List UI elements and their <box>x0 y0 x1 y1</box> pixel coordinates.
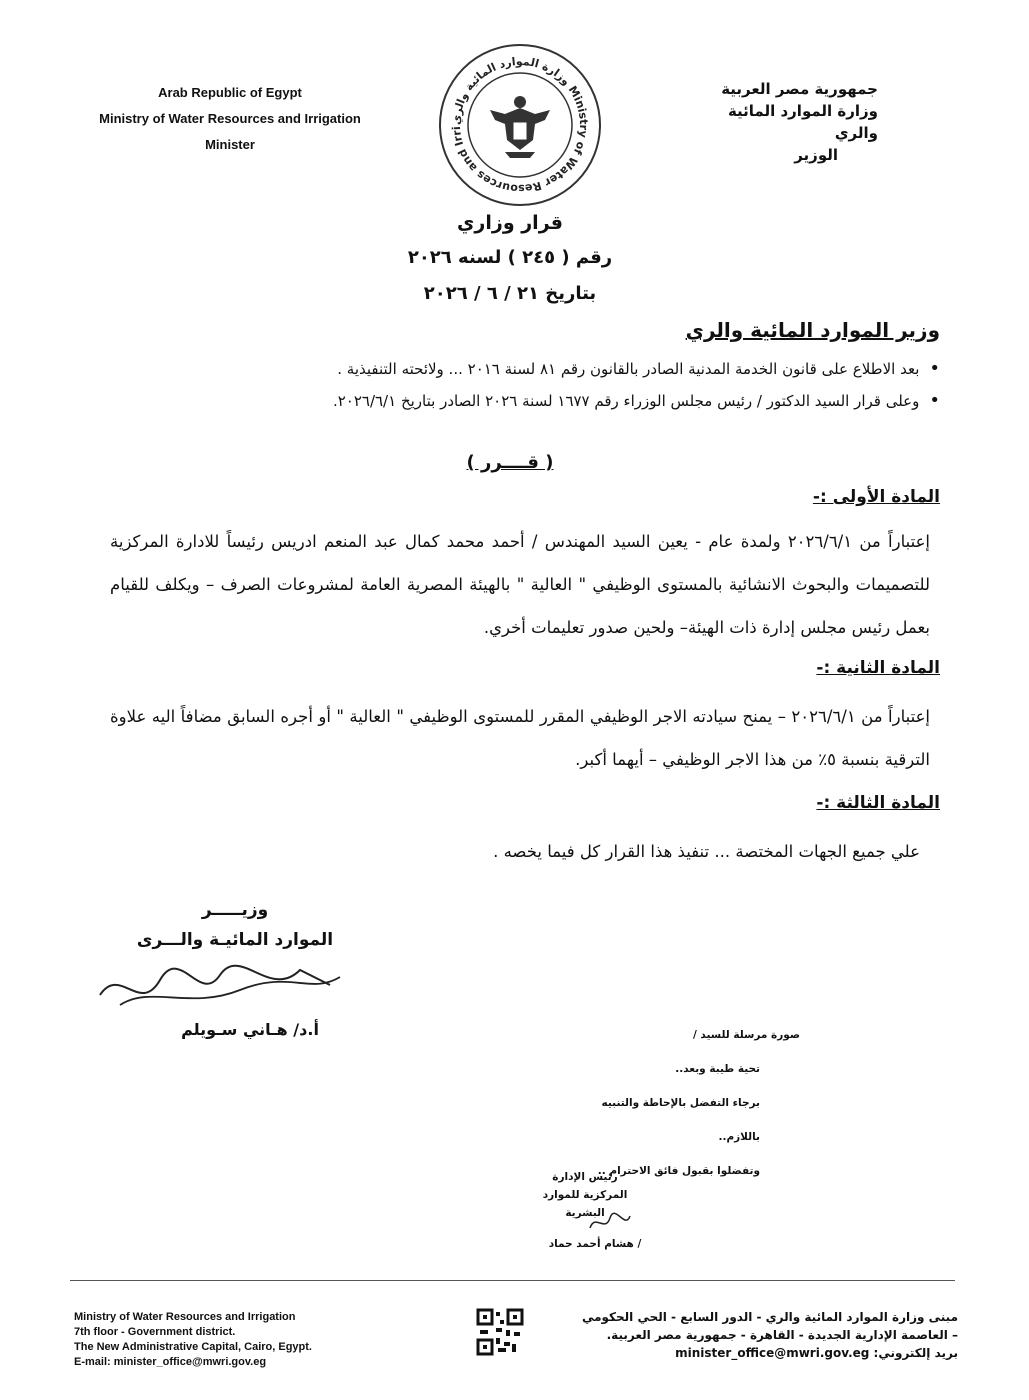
copy-note-line: صورة مرسلة للسيد / <box>692 1029 800 1041</box>
preamble-item: • بعد الاطلاع على قانون الخدمة المدنية الصادر بالقانون رقم ٨١ لسنة ٢٠١٦ ... ولائحته التنفيذية . <box>150 353 940 385</box>
footer-ar-line: مبنى وزارة الموارد المائية والري - الدور السابع - الحي الحكومي <box>581 1310 958 1324</box>
article-1-text: إعتباراً من ٢٠٢٦/٦/١ ولمدة عام - يعين السيد المهندس / أحمد محمد كمال عبد المنعم ادريس رئيساً للادارة المركزية للتصميمات والبحوث الانشائية بالمستوى الوظيفي " العالية " بالهيئة المصرية العامة لمشروعات الصرف – ويكلف للقيام بعمل رئيس مجلس إدارة ذات الهيئة– ولحين صدور تعليمات أخري. <box>110 532 931 637</box>
article-3-heading: المادة الثالثة :- <box>816 793 940 813</box>
header-ar-country: جمهورية مصر العربية <box>721 80 878 98</box>
copy-note-line: تحية طيبة وبعد.. <box>675 1063 760 1075</box>
article-1-heading: المادة الأولى :- <box>812 487 940 507</box>
footer-ar-line: – العاصمة الإدارية الجديدة - القاهرة - جمهورية مصر العربية. <box>606 1328 958 1342</box>
header-english <box>70 80 390 158</box>
footer-en-line: E-mail: minister_office@mwri.gov.eg <box>74 1356 267 1368</box>
hr-handwritten-signature <box>580 1208 640 1238</box>
signature-title <box>120 895 350 955</box>
decision-number: رقم ( ٢٤٥ ) لسنه ٢٠٢٦ <box>407 247 613 268</box>
hr-title-line: رئيس الإدارة <box>552 1171 618 1183</box>
header-arabic <box>680 78 878 166</box>
footer-divider <box>70 1280 955 1281</box>
signature-line-2: الموارد المائيـة والـــرى <box>136 930 334 950</box>
footer-en-line: 7th floor - Government district. <box>74 1326 236 1338</box>
decision-date: بتاريخ ٢١ / ٦ / ٢٠٢٦ <box>423 283 597 304</box>
preamble-list <box>150 353 940 417</box>
hr-title-line: المركزية للموارد البشرية <box>542 1189 628 1219</box>
handwritten-signature <box>80 955 360 1025</box>
header-en-ministry: Ministry of Water Resources and Irrigation <box>99 111 361 126</box>
eagle-emblem-icon <box>490 96 550 158</box>
decision-title: قرار وزاري <box>457 212 563 234</box>
copy-note-line: وتفضلوا بقبول فائق الاحترام .. <box>597 1165 760 1177</box>
header-ar-role: الوزير <box>794 146 838 164</box>
decided-heading: ( قــــرر ) <box>466 452 554 473</box>
header-en-country: Arab Republic of Egypt <box>158 85 302 100</box>
hr-signatory-name: / هشام أحمد حماد <box>548 1238 642 1250</box>
qr-code-icon <box>476 1308 524 1356</box>
preamble-item: • وعلى قرار السيد الدكتور / رئيس مجلس الوزراء رقم ١٦٧٧ لسنة ٢٠٢٦ الصادر بتاريخ ٢٠٢٦/٦/١. <box>150 385 940 417</box>
authority-heading: وزير الموارد المائية والري <box>685 318 940 342</box>
article-2-heading: المادة الثانية :- <box>816 658 940 678</box>
article-2-text: إعتباراً من ٢٠٢٦/٦/١ – يمنح سيادته الاجر الوظيفي المقرر للمستوى الوظيفي " العالية " أو أجره السابق مضافاً اليه علاوة الترقية بنسبة ٥٪ من هذا الاجر الوظيفي – أيهما أكبر. <box>110 707 931 769</box>
footer-en-line: Ministry of Water Resources and Irrigation <box>74 1311 296 1323</box>
header-en-role: Minister <box>205 137 255 152</box>
signature-line-1: وزيـــــر <box>201 900 269 920</box>
copy-note <box>560 1018 800 1188</box>
ministry-seal <box>435 40 605 210</box>
footer-english <box>74 1310 394 1370</box>
copy-note-line: برجاء التفضل بالإحاطة والتنبيه باللازم.. <box>601 1097 760 1143</box>
header-ar-ministry: وزارة الموارد المائية والري <box>727 102 878 142</box>
footer-ar-line: بريد إلكتروني: minister_office@mwri.gov.eg <box>675 1346 958 1360</box>
footer-en-line: The New Administrative Capital, Cairo, Egypt. <box>74 1341 312 1353</box>
article-3-text: علي جميع الجهات المختصة ... تنفيذ هذا القرار كل فيما يخصه . <box>493 842 920 861</box>
footer-arabic <box>550 1308 958 1362</box>
signatory-name: أ.د/ هـاني سـويلم <box>181 1020 319 1039</box>
seal-text: وزارة الموارد المائية والري Ministry of Water Resources and Irri <box>449 54 591 196</box>
